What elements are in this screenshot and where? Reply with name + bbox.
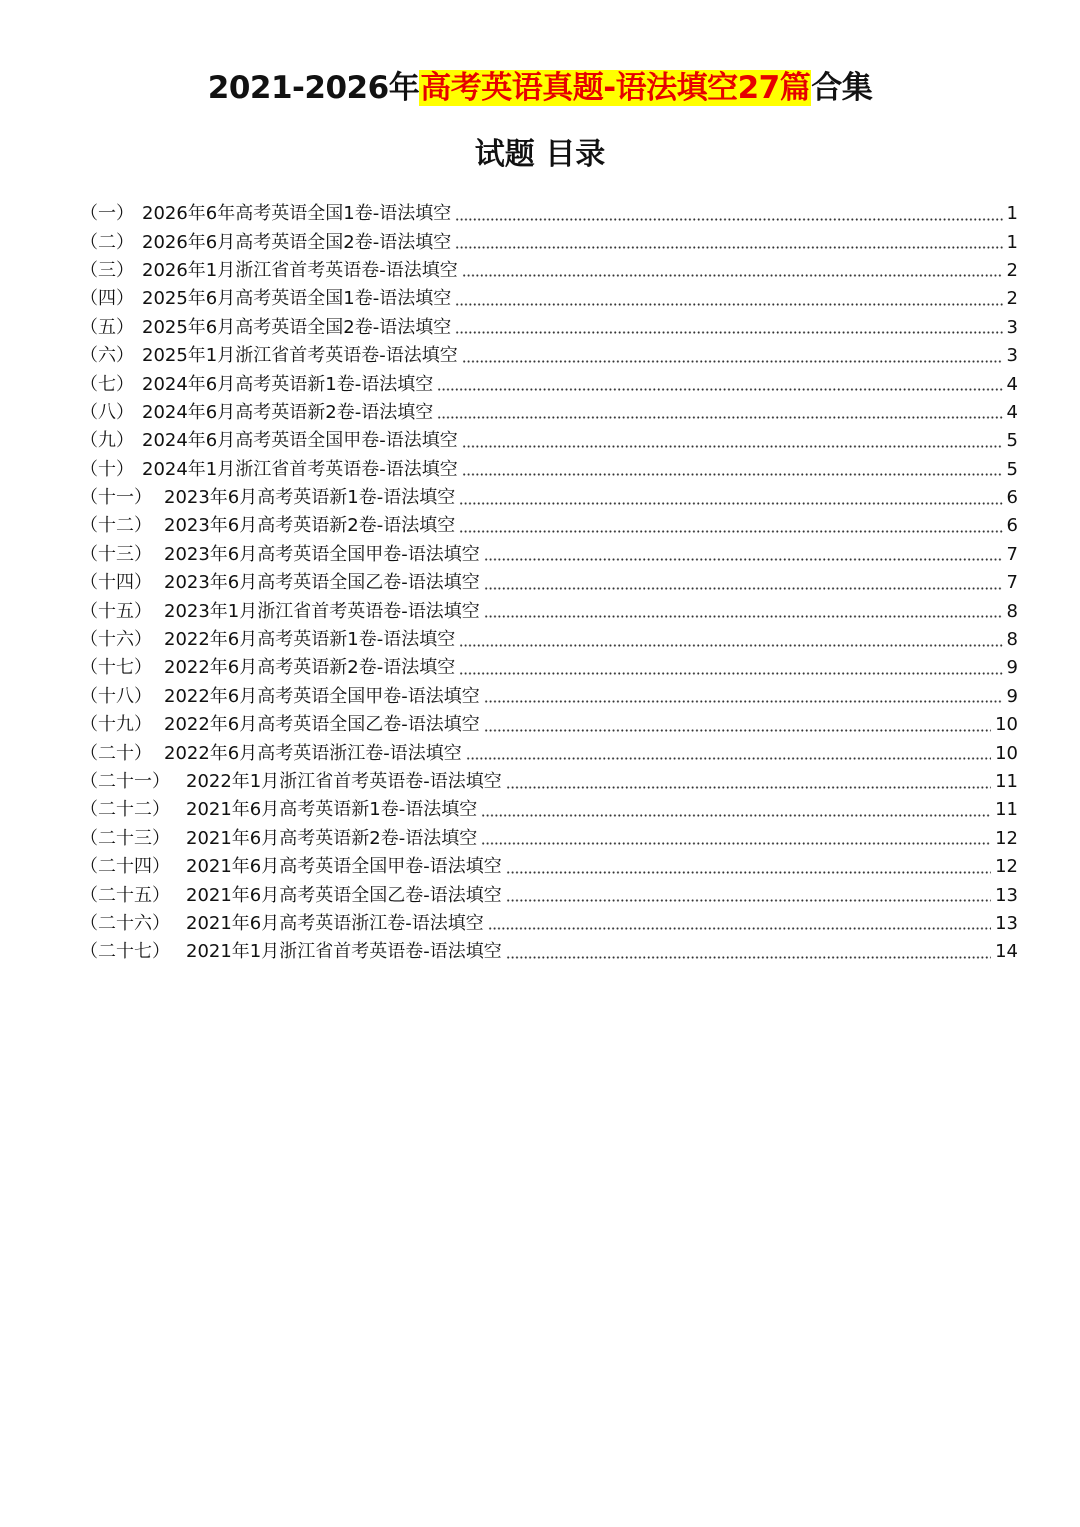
toc-entry[interactable]	[80, 711, 1018, 739]
title-suffix: 合集	[811, 70, 873, 106]
toc-entry-page-number: 5	[1006, 458, 1018, 480]
toc-entry[interactable]	[80, 938, 1018, 966]
toc-entry-title: 2025年6月高考英语全国1卷-语法填空	[142, 288, 452, 310]
toc-entry-number: （十六）	[80, 629, 152, 651]
toc-entry-number: （二十）	[80, 742, 152, 764]
toc-entry-number: （二十四）	[80, 856, 170, 878]
toc-entry[interactable]	[80, 768, 1018, 796]
toc-entry-page-number: 1	[1006, 203, 1018, 225]
toc-dot-leader	[459, 502, 1002, 505]
toc-entry-number: （十七）	[80, 657, 152, 679]
toc-entry-number: （二十二）	[80, 799, 170, 821]
toc-entry-number: （二十三）	[80, 827, 170, 849]
toc-dot-leader	[437, 388, 1002, 391]
toc-entry-title: 2024年6月高考英语新1卷-语法填空	[142, 373, 434, 395]
toc-entry-number: （十八）	[80, 685, 152, 707]
toc-entry-number: （一）	[80, 203, 134, 225]
toc-entry-title: 2021年6月高考英语全国乙卷-语法填空	[186, 884, 502, 906]
toc-entry-page-number: 9	[1006, 657, 1018, 679]
toc-entry-number: （十四）	[80, 572, 152, 594]
toc-entry-title: 2021年6月高考英语新1卷-语法填空	[186, 799, 478, 821]
toc-entry-page-number: 14	[995, 941, 1018, 963]
toc-entry[interactable]	[80, 484, 1018, 512]
toc-entry[interactable]	[80, 200, 1018, 228]
toc-entry-title: 2025年1月浙江省首考英语卷-语法填空	[142, 345, 458, 367]
toc-entry-number: （二）	[80, 231, 134, 253]
toc-entry-page-number: 12	[995, 827, 1018, 849]
toc-entry-page-number: 10	[995, 714, 1018, 736]
toc-dot-leader	[459, 672, 1002, 675]
toc-entry-page-number: 11	[995, 771, 1018, 792]
toc-entry[interactable]	[80, 399, 1018, 427]
toc-entry-title: 2021年6月高考英语全国甲卷-语法填空	[186, 856, 502, 878]
toc-entry[interactable]	[80, 342, 1018, 370]
toc-entry-page-number: 6	[1006, 487, 1018, 509]
toc-entry-title: 2022年1月浙江省首考英语卷-语法填空	[186, 771, 502, 792]
toc-entry-number: （七）	[80, 373, 134, 395]
toc-entry-title: 2023年1月浙江省首考英语卷-语法填空	[164, 600, 480, 622]
toc-entry[interactable]	[80, 427, 1018, 455]
toc-dot-leader	[455, 331, 1002, 334]
toc-entry-page-number: 4	[1006, 401, 1018, 423]
toc-entry-number: （十）	[80, 458, 134, 480]
toc-heading: 试题 目录	[474, 137, 606, 172]
toc-entry-title: 2021年6月高考英语新2卷-语法填空	[186, 827, 478, 849]
toc-entry-title: 2023年6月高考英语全国乙卷-语法填空	[164, 572, 480, 594]
toc-entry-number: （十五）	[80, 600, 152, 622]
title-highlight: 高考英语真题-语法填空27篇	[420, 70, 811, 106]
toc-dot-leader	[484, 615, 1003, 618]
toc-entry-page-number: 13	[995, 884, 1018, 906]
toc-entry-number: （六）	[80, 345, 134, 367]
toc-entry-page-number: 7	[1006, 572, 1018, 594]
toc-entry-title: 2026年6月高考英语全国2卷-语法填空	[142, 231, 452, 253]
table-of-contents	[80, 200, 1018, 967]
toc-dot-leader	[506, 786, 991, 789]
toc-entry-title: 2026年6年高考英语全国1卷-语法填空	[142, 203, 452, 225]
toc-entry-page-number: 13	[995, 912, 1018, 934]
toc-entry[interactable]	[80, 654, 1018, 682]
toc-dot-leader	[462, 360, 1003, 363]
title-prefix: 2021-2026年	[207, 70, 420, 106]
toc-entry[interactable]	[80, 881, 1018, 909]
toc-entry-number: （二十五）	[80, 884, 170, 906]
toc-entry-number: （二十七）	[80, 941, 170, 963]
toc-entry-number: （四）	[80, 288, 134, 310]
toc-entry[interactable]	[80, 825, 1018, 853]
toc-entry-title: 2024年6月高考英语新2卷-语法填空	[142, 401, 434, 423]
toc-dot-leader	[459, 644, 1002, 647]
toc-dot-leader	[488, 927, 991, 930]
toc-entry-page-number: 9	[1006, 685, 1018, 707]
toc-dot-leader	[462, 473, 1003, 476]
toc-entry[interactable]	[80, 314, 1018, 342]
toc-entry-number: （十三）	[80, 543, 152, 565]
toc-entry-page-number: 2	[1006, 259, 1018, 281]
toc-entry-title: 2026年1月浙江省首考英语卷-语法填空	[142, 259, 458, 281]
toc-entry-page-number: 7	[1006, 543, 1018, 565]
toc-entry-page-number: 4	[1006, 373, 1018, 395]
document-title	[0, 64, 1080, 112]
toc-entry-page-number: 2	[1006, 288, 1018, 310]
toc-entry-title: 2022年6月高考英语全国乙卷-语法填空	[164, 714, 480, 736]
toc-entry[interactable]	[80, 512, 1018, 540]
toc-entry-number: （十二）	[80, 515, 152, 537]
toc-dot-leader	[484, 729, 991, 732]
toc-entry-number: （二十一）	[80, 771, 170, 792]
toc-entry-number: （五）	[80, 316, 134, 338]
toc-entry-title: 2022年6月高考英语全国甲卷-语法填空	[164, 685, 480, 707]
toc-entry-number: （二十六）	[80, 912, 170, 934]
toc-entry-title: 2023年6月高考英语新2卷-语法填空	[164, 515, 456, 537]
toc-dot-leader	[459, 530, 1002, 533]
toc-dot-leader	[462, 274, 1003, 277]
toc-entry-page-number: 10	[995, 742, 1018, 764]
toc-dot-leader	[506, 956, 991, 959]
toc-entry-number: （十一）	[80, 487, 152, 509]
toc-dot-leader	[506, 899, 991, 902]
toc-entry-number: （八）	[80, 401, 134, 423]
toc-entry-title: 2022年6月高考英语新2卷-语法填空	[164, 657, 456, 679]
toc-entry[interactable]	[80, 683, 1018, 711]
toc-entry[interactable]	[80, 285, 1018, 313]
toc-entry[interactable]	[80, 257, 1018, 285]
toc-entry-title: 2022年6月高考英语新1卷-语法填空	[164, 629, 456, 651]
toc-dot-leader	[484, 587, 1003, 590]
toc-entry-page-number: 1	[1006, 231, 1018, 253]
toc-entry-title: 2023年6月高考英语全国甲卷-语法填空	[164, 543, 480, 565]
toc-dot-leader	[437, 416, 1002, 419]
toc-entry[interactable]	[80, 910, 1018, 938]
toc-entry-page-number: 5	[1006, 430, 1018, 452]
toc-entry-page-number: 6	[1006, 515, 1018, 537]
toc-entry[interactable]	[80, 626, 1018, 654]
toc-entry-page-number: 3	[1006, 316, 1018, 338]
toc-entry[interactable]	[80, 541, 1018, 569]
toc-entry[interactable]	[80, 569, 1018, 597]
toc-entry-title: 2021年6月高考英语浙江卷-语法填空	[186, 912, 484, 934]
toc-entry-title: 2022年6月高考英语浙江卷-语法填空	[164, 742, 462, 764]
toc-entry-title: 2021年1月浙江省首考英语卷-语法填空	[186, 941, 502, 963]
toc-entry-page-number: 12	[995, 856, 1018, 878]
toc-dot-leader	[455, 303, 1002, 306]
toc-entry-title: 2023年6月高考英语新1卷-语法填空	[164, 487, 456, 509]
toc-entry-title: 2024年1月浙江省首考英语卷-语法填空	[142, 458, 458, 480]
toc-dot-leader	[455, 246, 1002, 249]
toc-dot-leader	[484, 700, 1003, 703]
toc-entry-number: （九）	[80, 430, 134, 452]
toc-entry[interactable]	[80, 853, 1018, 881]
toc-dot-leader	[484, 558, 1003, 561]
toc-dot-leader	[481, 814, 991, 817]
toc-dot-leader	[455, 218, 1002, 221]
toc-dot-leader	[462, 445, 1003, 448]
toc-dot-leader	[466, 757, 991, 760]
toc-entry[interactable]	[80, 228, 1018, 256]
toc-entry[interactable]	[80, 456, 1018, 484]
toc-entry-title: 2024年6月高考英语全国甲卷-语法填空	[142, 430, 458, 452]
toc-entry[interactable]	[80, 370, 1018, 398]
toc-entry[interactable]	[80, 739, 1018, 767]
toc-dot-leader	[506, 871, 991, 874]
toc-entry-number: （十九）	[80, 714, 152, 736]
toc-dot-leader	[481, 842, 991, 845]
toc-entry[interactable]	[80, 796, 1018, 824]
toc-entry[interactable]	[80, 597, 1018, 625]
toc-entry-page-number: 8	[1006, 600, 1018, 622]
toc-entry-page-number: 8	[1006, 629, 1018, 651]
toc-entry-title: 2025年6月高考英语全国2卷-语法填空	[142, 316, 452, 338]
toc-entry-page-number: 11	[995, 799, 1018, 821]
toc-entry-page-number: 3	[1006, 345, 1018, 367]
toc-entry-number: （三）	[80, 259, 134, 281]
